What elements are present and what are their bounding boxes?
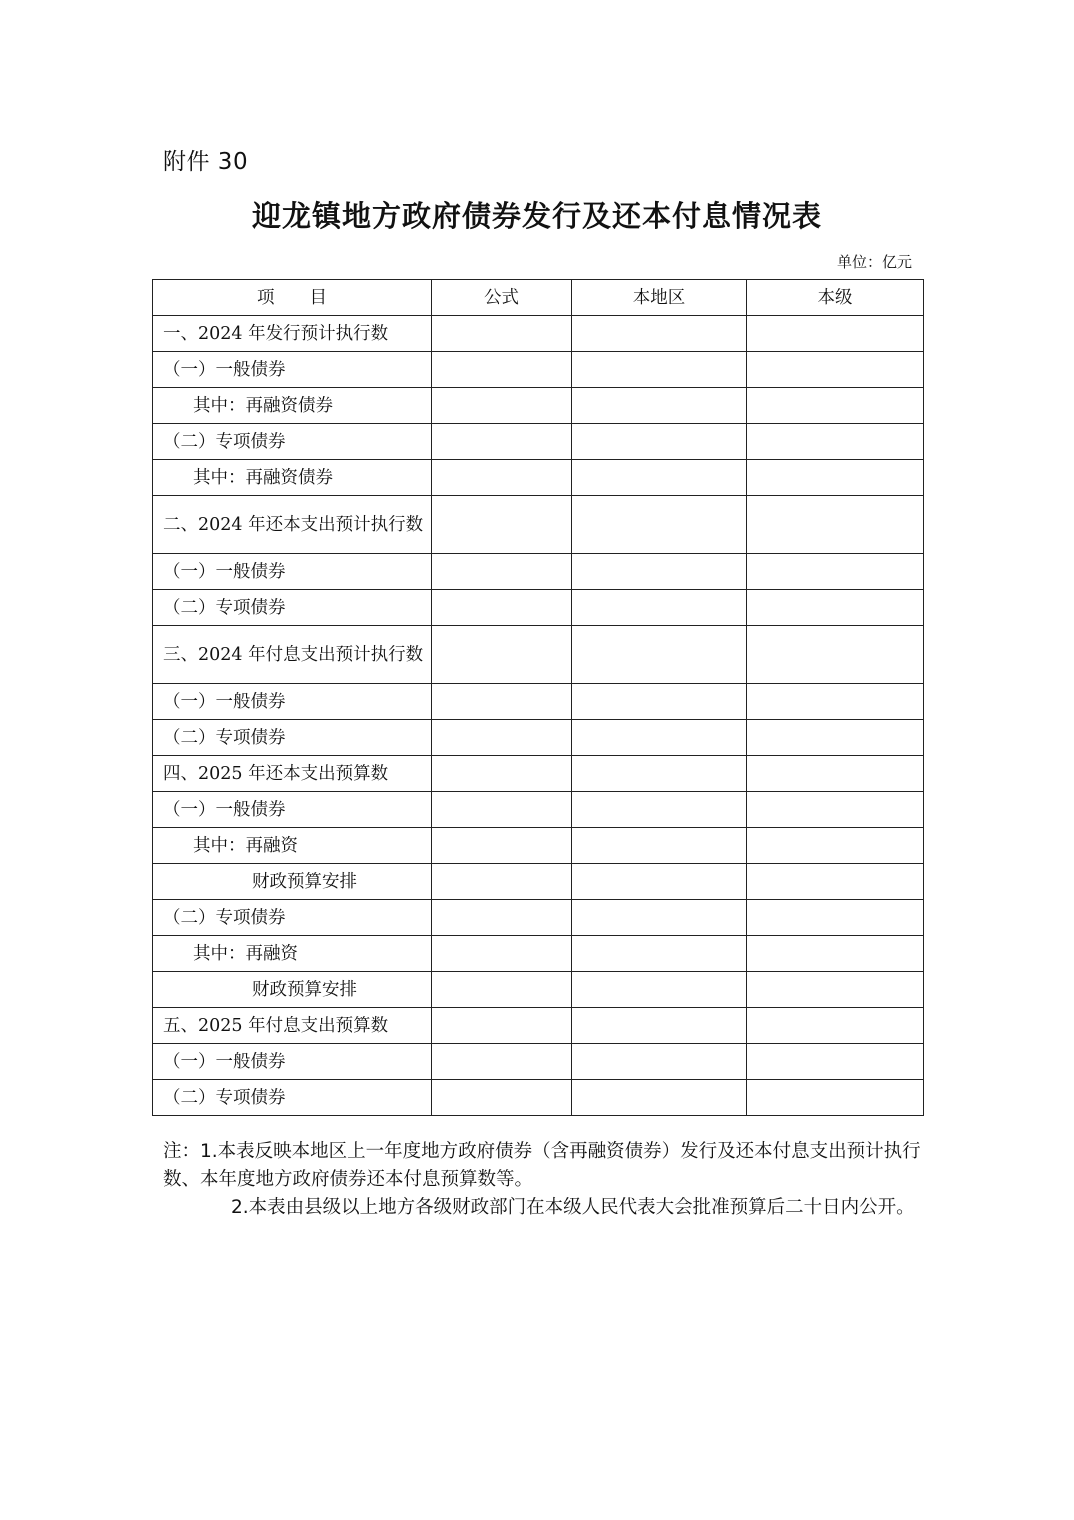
formula-cell	[432, 424, 572, 460]
bond-table	[152, 279, 924, 1116]
level-cell	[747, 936, 924, 972]
region-cell	[572, 972, 747, 1008]
formula-cell	[432, 828, 572, 864]
formula-cell	[432, 756, 572, 792]
region-cell	[572, 554, 747, 590]
table-row	[153, 316, 924, 352]
unit-label: 单位：亿元	[836, 253, 912, 271]
table-row	[153, 900, 924, 936]
region-cell	[572, 684, 747, 720]
formula-cell	[432, 864, 572, 900]
level-cell	[747, 864, 924, 900]
level-cell	[747, 720, 924, 756]
row-item-label: （二）专项债券	[153, 900, 432, 936]
table-row	[153, 1080, 924, 1116]
table-row	[153, 756, 924, 792]
attachment-label: 附件 30	[163, 149, 249, 175]
region-cell	[572, 1080, 747, 1116]
row-item-label: （二）专项债券	[153, 590, 432, 626]
region-cell	[572, 352, 747, 388]
table-row	[153, 792, 924, 828]
region-cell	[572, 864, 747, 900]
row-item-label: （二）专项债券	[153, 424, 432, 460]
table-row	[153, 936, 924, 972]
header-item: 项 目	[153, 280, 432, 316]
header-formula: 公式	[432, 280, 572, 316]
table-row	[153, 1044, 924, 1080]
table-row	[153, 460, 924, 496]
level-cell	[747, 972, 924, 1008]
table-row	[153, 388, 924, 424]
level-cell	[747, 1044, 924, 1080]
table-header-row	[153, 280, 924, 316]
formula-cell	[432, 1044, 572, 1080]
level-cell	[747, 792, 924, 828]
formula-cell	[432, 792, 572, 828]
table-body	[153, 316, 924, 1116]
region-cell	[572, 1044, 747, 1080]
formula-cell	[432, 626, 572, 684]
region-cell	[572, 388, 747, 424]
region-cell	[572, 1008, 747, 1044]
header-region: 本地区	[572, 280, 747, 316]
region-cell	[572, 626, 747, 684]
level-cell	[747, 460, 924, 496]
region-cell	[572, 828, 747, 864]
formula-cell	[432, 590, 572, 626]
level-cell	[747, 1008, 924, 1044]
level-cell	[747, 496, 924, 554]
level-cell	[747, 756, 924, 792]
formula-cell	[432, 316, 572, 352]
region-cell	[572, 316, 747, 352]
level-cell	[747, 316, 924, 352]
region-cell	[572, 720, 747, 756]
level-cell	[747, 388, 924, 424]
formula-cell	[432, 972, 572, 1008]
row-item-label: 其中：再融资	[153, 936, 432, 972]
formula-cell	[432, 496, 572, 554]
table-row	[153, 496, 924, 554]
table-row	[153, 720, 924, 756]
row-item-label: 四、2025 年还本支出预算数	[153, 756, 432, 792]
region-cell	[572, 460, 747, 496]
table-row	[153, 352, 924, 388]
table-row	[153, 554, 924, 590]
table-row	[153, 626, 924, 684]
region-cell	[572, 590, 747, 626]
region-cell	[572, 496, 747, 554]
row-item-label: （二）专项债券	[153, 720, 432, 756]
table-row	[153, 828, 924, 864]
table-row	[153, 684, 924, 720]
row-item-label: 五、2025 年付息支出预算数	[153, 1008, 432, 1044]
formula-cell	[432, 388, 572, 424]
row-item-label: 一、2024 年发行预计执行数	[153, 316, 432, 352]
level-cell	[747, 352, 924, 388]
formula-cell	[432, 720, 572, 756]
table-row	[153, 1008, 924, 1044]
row-item-label: 其中：再融资债券	[153, 460, 432, 496]
region-cell	[572, 756, 747, 792]
row-item-label: 财政预算安排	[153, 972, 432, 1008]
table-row	[153, 590, 924, 626]
level-cell	[747, 424, 924, 460]
row-item-label: （一）一般债券	[153, 1044, 432, 1080]
region-cell	[572, 424, 747, 460]
row-item-label: （一）一般债券	[153, 352, 432, 388]
level-cell	[747, 828, 924, 864]
formula-cell	[432, 554, 572, 590]
level-cell	[747, 626, 924, 684]
table-row	[153, 972, 924, 1008]
row-item-label: （一）一般债券	[153, 554, 432, 590]
row-item-label: 二、2024 年还本支出预计执行数	[153, 496, 432, 554]
row-item-label: （一）一般债券	[153, 684, 432, 720]
row-item-label: 其中：再融资债券	[153, 388, 432, 424]
formula-cell	[432, 936, 572, 972]
region-cell	[572, 900, 747, 936]
row-item-label: 财政预算安排	[153, 864, 432, 900]
row-item-label: （一）一般债券	[153, 792, 432, 828]
table-row	[153, 864, 924, 900]
note-1: 注：1.本表反映本地区上一年度地方政府债券（含再融资债券）发行及还本付息支出预计执行数、本年度地方政府债券还本付息预算数等。	[163, 1141, 921, 1190]
note-2: 2.本表由县级以上地方各级财政部门在本级人民代表大会批准预算后二十日内公开。	[231, 1197, 915, 1218]
table-row	[153, 424, 924, 460]
formula-cell	[432, 1008, 572, 1044]
formula-cell	[432, 460, 572, 496]
formula-cell	[432, 684, 572, 720]
row-item-label: 其中：再融资	[153, 828, 432, 864]
region-cell	[572, 792, 747, 828]
level-cell	[747, 684, 924, 720]
formula-cell	[432, 352, 572, 388]
row-item-label: 三、2024 年付息支出预计执行数	[153, 626, 432, 684]
formula-cell	[432, 900, 572, 936]
row-item-label: （二）专项债券	[153, 1080, 432, 1116]
level-cell	[747, 1080, 924, 1116]
header-level: 本级	[747, 280, 924, 316]
level-cell	[747, 590, 924, 626]
level-cell	[747, 900, 924, 936]
level-cell	[747, 554, 924, 590]
region-cell	[572, 936, 747, 972]
page-title: 迎龙镇地方政府债券发行及还本付息情况表	[251, 199, 822, 233]
formula-cell	[432, 1080, 572, 1116]
